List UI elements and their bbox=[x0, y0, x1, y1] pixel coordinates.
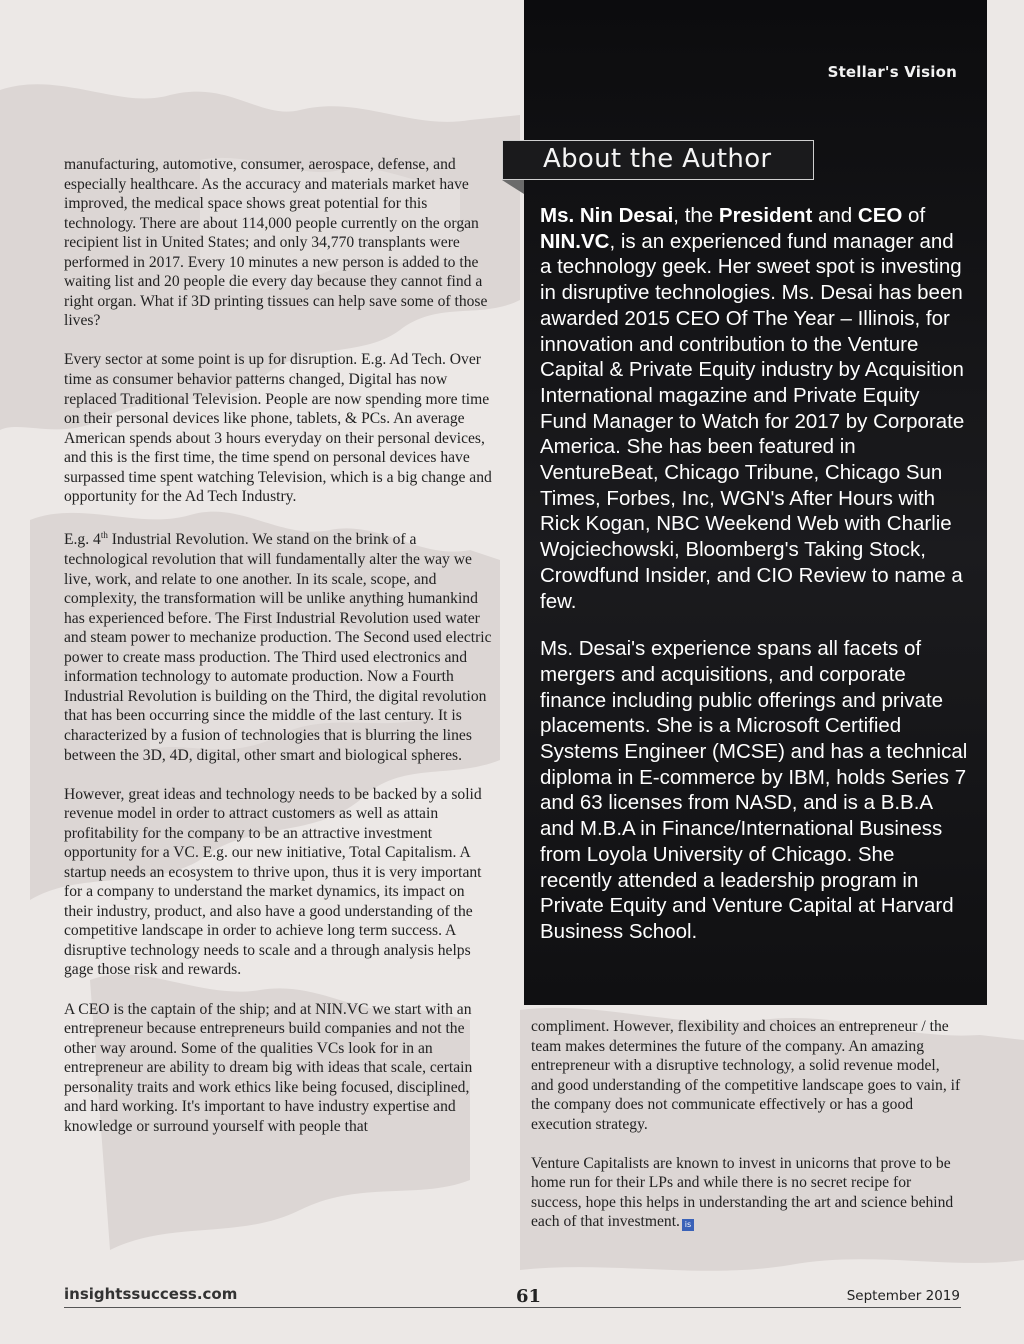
author-heading-tab bbox=[502, 140, 814, 180]
footer-website: insightssuccess.com bbox=[64, 1285, 238, 1303]
article-left-column bbox=[64, 155, 494, 1156]
article-paragraph: Venture Capitalists are known to invest in unicorns that prove to be home run for their LPs and while there is no secret recipe for success, hope this helps in understanding the art and science behind each of that investment. is bbox=[531, 1154, 954, 1231]
section-label: Stellar's Vision bbox=[827, 63, 957, 81]
author-bio bbox=[540, 203, 970, 967]
author-name: Ms. Nin Desai bbox=[540, 204, 674, 227]
author-heading: About the Author bbox=[543, 144, 772, 174]
author-company: NIN.VC bbox=[540, 229, 610, 253]
footer-divider bbox=[64, 1307, 961, 1308]
article-paragraph: A CEO is the captain of the ship; and at NIN.VC we start with an entrepreneur because entrepreneurs build companies and not the other way around. Some of the qualities VCs look for in an entrepreneur are ability to dream big with ideas that scale, certain personality traits and work ethics like being focused, disciplined, and hard working. It's important to have industry expertise and knowledge or surround yourself with people that bbox=[64, 1000, 473, 1135]
article-right-column bbox=[531, 1017, 961, 1251]
author-bio-paragraph: Ms. Desai's experience spans all facets of mergers and acquisitions, and corporate finance including public offerings and private placements. She is a Microsoft Certified Systems Engineer (MCSE) and has a technical diploma in E-commerce by IBM, holds Series 7 and 63 licenses from NASD, and is a B.B.A and M.B.A in Finance/International Business from Loyola University of Chicago. She recently attended a leadership program in Private Equity and Venture Capital at Harvard Business School. bbox=[540, 637, 968, 943]
article-paragraph: Every sector at some point is up for disruption. E.g. Ad Tech. Over time as consumer behavior patterns changed, Digital has now replaced Traditional Television. People are now spending more time on their personal devices like phone, tablets, & PCs. An average American spends about 3 hours everyday on their personal devices, and this is the first time, the time spend on personal devices have surpassed time spent watching Television, which is a big change and opportunity for the Ad Tech Industry. bbox=[64, 351, 492, 506]
author-title-president: President bbox=[718, 204, 813, 227]
page-number: 61 bbox=[516, 1286, 542, 1307]
issue-date: September 2019 bbox=[846, 1288, 960, 1304]
author-tab-fold bbox=[502, 180, 524, 194]
end-of-article-icon: is bbox=[682, 1219, 694, 1231]
article-paragraph: manufacturing, automotive, consumer, aerospace, defense, and especially healthcare. As the accuracy and materials market have improved, the medical space shows great potential for this technology. There are about 114,000 people currently on the organ recipient list in United States; and only 34,770 transplants were performed in 2017. Every 10 minutes a new person is added to the waiting list and 20 people die every day because they cannot find a right organ. What if 3D printing tissues can help save some of those lives? bbox=[64, 156, 488, 330]
author-bio-paragraph: Ms. Nin Desai, the President and CEO of NIN.VC, is an experienced fund manager and a technology geek. Her sweet spot is investing in disruptive technologies. Ms. Desai has been awarded 2015 CEO Of The Year – Illinois, for innovation and contribution to the Venture Capital & Private Equity industry by Acquisition International magazine and Private Equity Fund Manager to Watch for 2017 by Corporate America. She has been featured in VentureBeat, Chicago Tribune, Chicago Sun Times, Forbes, Inc, WGN's After Hours with Rick Kogan, NBC Weekend Web with Charlie Wojciechowski, Bloomberg's Taking Stock, Crowdfund Insider, and CIO Review to name a few. bbox=[540, 204, 965, 613]
article-paragraph: However, great ideas and technology needs to be backed by a solid revenue model in order to attract customers as well as attain profitability for the company to be an attractive investment opportunity for a VC. E.g. our new initiative, Total Capitalism. A startup needs an ecosystem to thrive upon, thus it is very important for a company to understand the market dynamics, its impact on their industry, product, and also have a good understanding of the competitive landscape in order to achieve long term success. A disruptive technology needs to scale and a through analysis helps gage those risk and rewards. bbox=[64, 785, 482, 979]
article-paragraph: compliment. However, flexibility and choices an entrepreneur / the team makes determines the future of the company. An amazing entrepreneur with a disruptive technology, a solid revenue model, and good understanding of the competitive landscape goes to vain, if the company does not communicate effectively or has a good execution strategy. bbox=[531, 1018, 961, 1133]
author-title-ceo: CEO bbox=[857, 204, 903, 227]
article-paragraph: E.g. 4th Industrial Revolution. We stand on the brink of a technological revolution that will fundamentally alter the way we live, work, and relate to one another. In its scale, scope, and complexity, the transformation will be unlike anything humankind has experienced before. The First Industrial Revolution used water and steam power to mechanize production. The Second used electric power to create mass production. The Third used electronics and information technology to automate production. Now a Fourth Industrial Revolution is building on the Third, the digital revolution that has been occurring since the middle of the last century. It is characterized by a fusion of technologies that is blurring the lines between the 3D, 4D, digital, other smart and biological spheres. bbox=[64, 530, 492, 764]
